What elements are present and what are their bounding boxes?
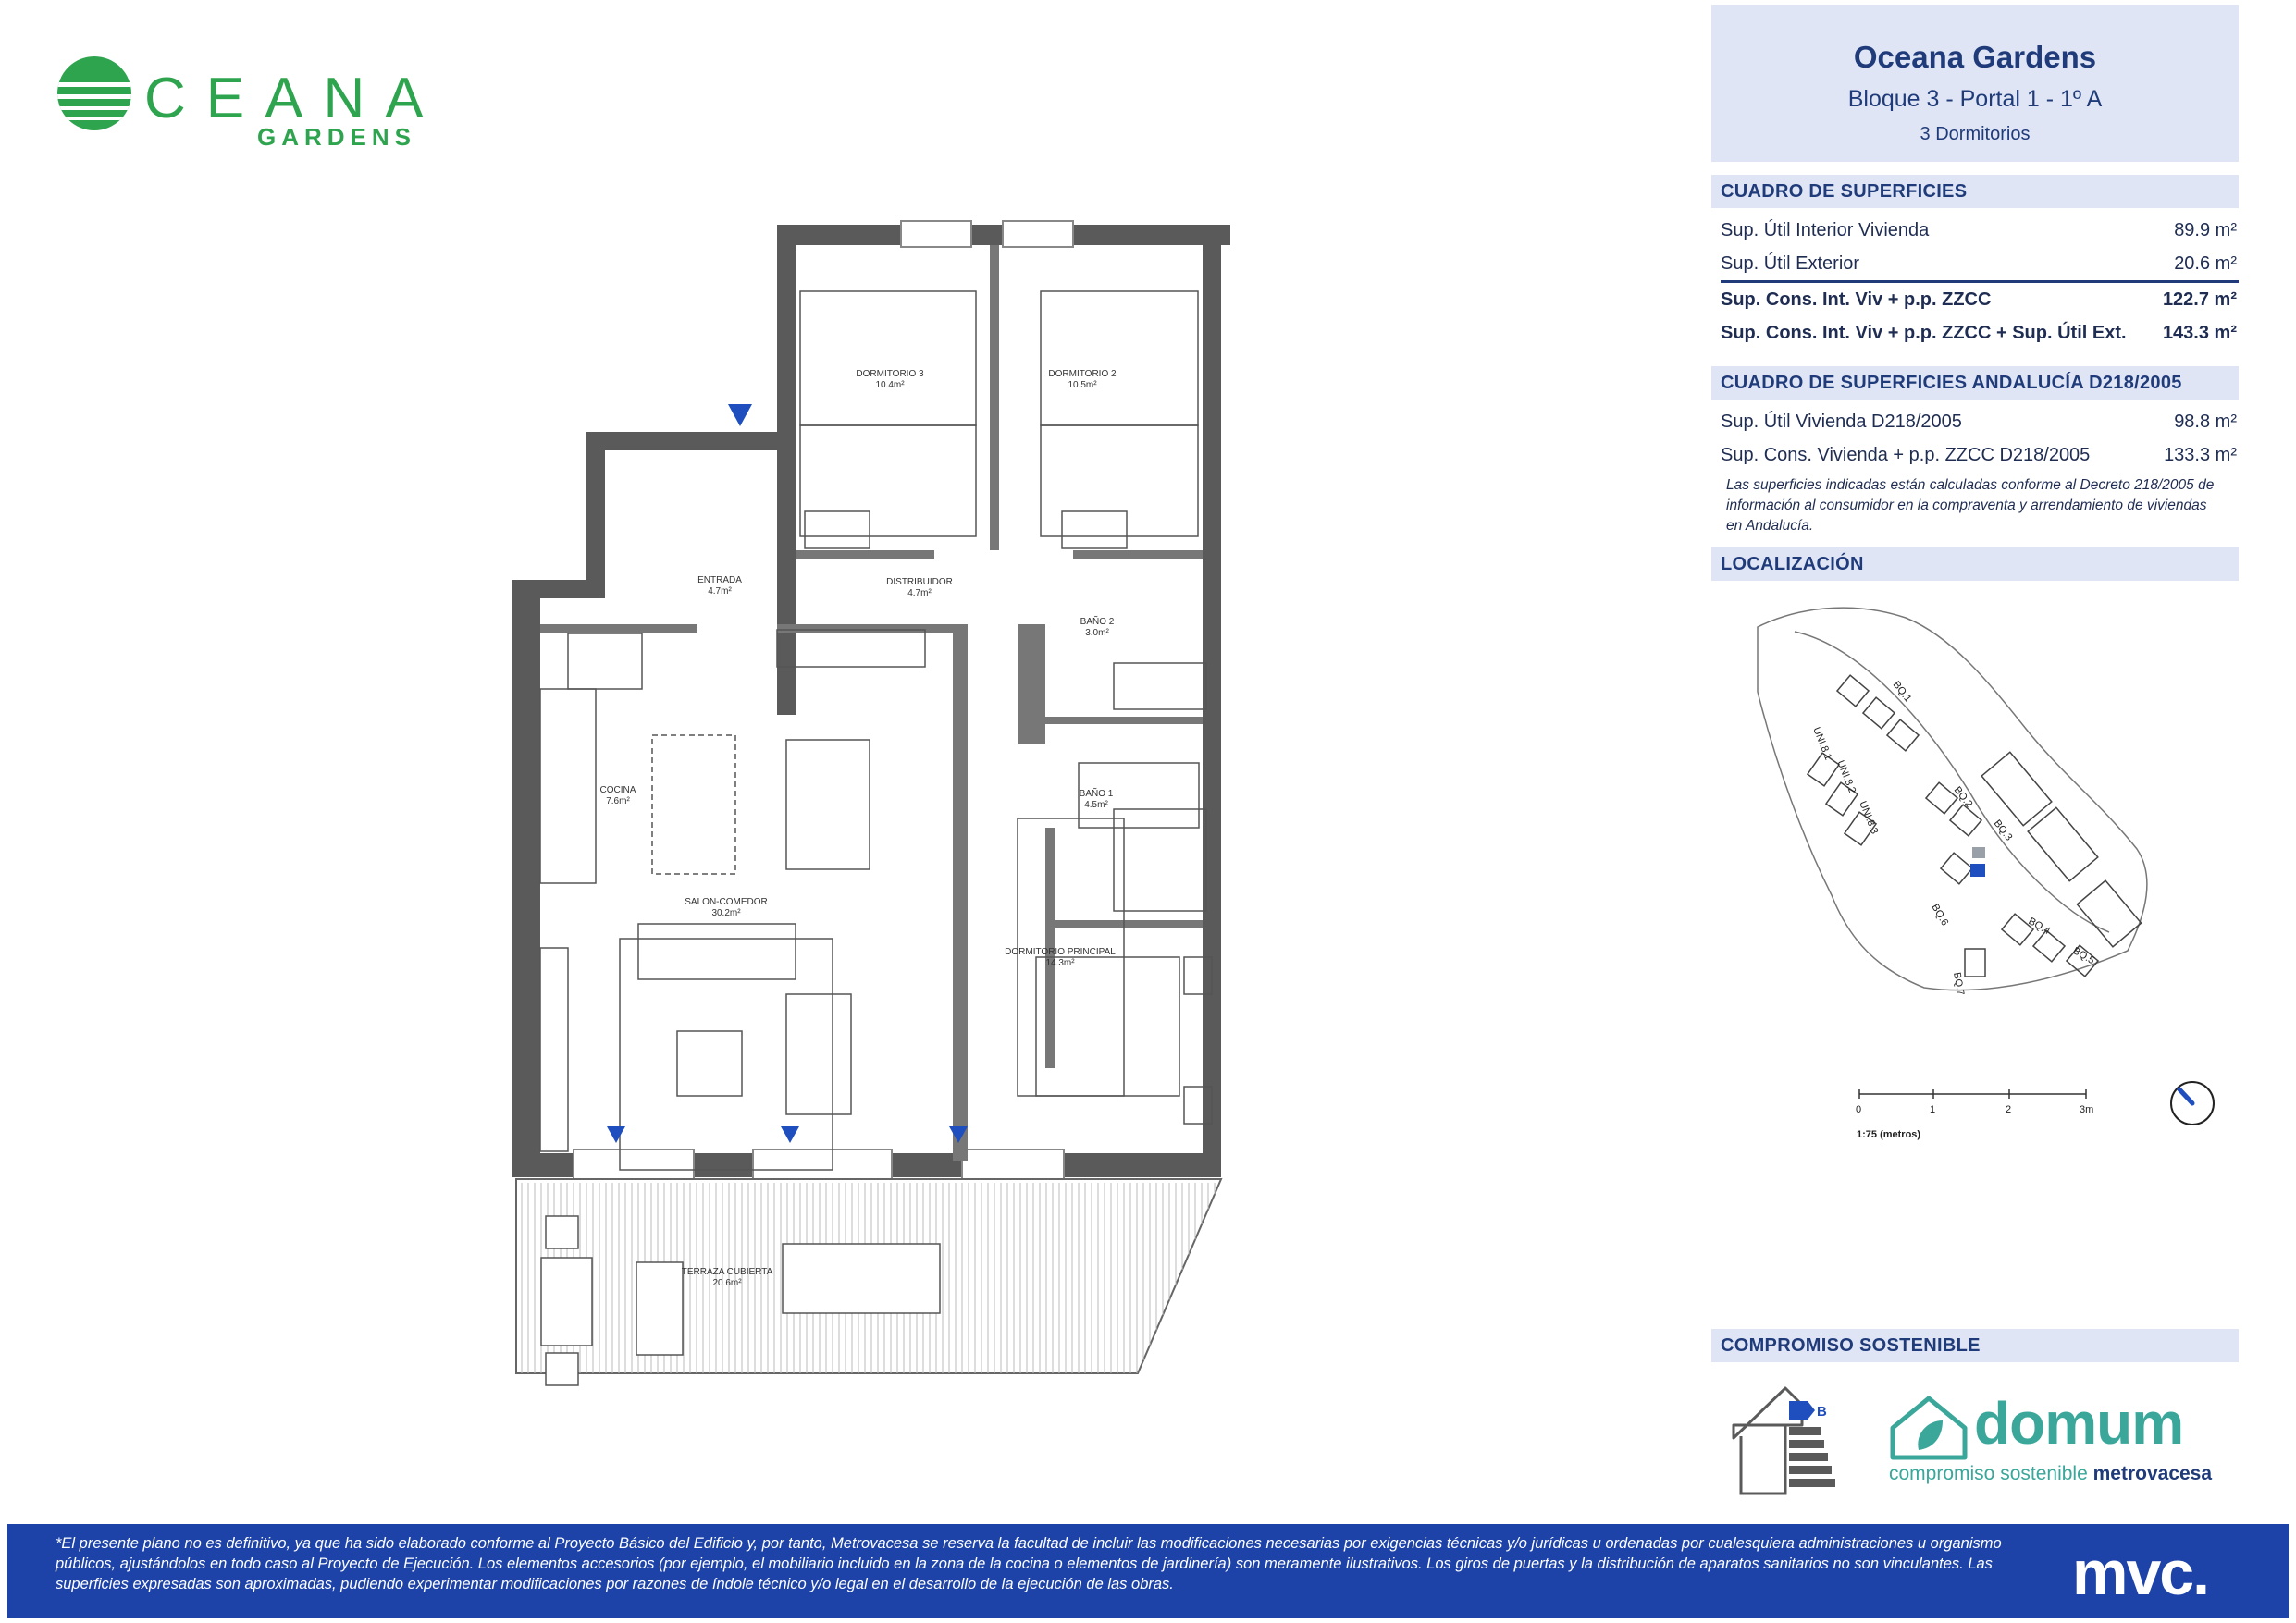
andalucia-note: Las superficies indicadas están calculadas conforme al Decreto 218/2005 de información al consumidor en la compraventa y arrendamiento de viviendas en Andalucía.	[1726, 477, 2215, 534]
terrace	[516, 1179, 1221, 1385]
surface-label: Sup. Útil Interior Vivienda	[1721, 220, 1930, 240]
room-bano1-name: BAÑO 1	[1079, 789, 1114, 799]
room-cocina-name: COCINA	[599, 785, 636, 795]
room-salon-area: 30.2m²	[711, 908, 741, 918]
logo-globe-icon	[56, 55, 133, 132]
room-bano2-area: 3.0m²	[1085, 628, 1109, 638]
surface-total-row	[1711, 316, 2239, 350]
surfaces-title: CUADRO DE SUPERFICIES	[1711, 175, 2239, 208]
andalucia-row	[1711, 438, 2239, 472]
surface-row	[1711, 247, 2239, 280]
location-title: LOCALIZACIÓN	[1711, 547, 2239, 581]
unit-header	[1711, 5, 2239, 162]
room-principal-area: 14.3m²	[1045, 958, 1075, 968]
domum-wordmark: domum	[1974, 1390, 2184, 1457]
surface-value: 89.9 m²	[2174, 220, 2237, 240]
surface-total-row	[1711, 283, 2239, 316]
room-entrada-area: 4.7m²	[708, 586, 732, 596]
andalucia-title: CUADRO DE SUPERFICIES ANDALUCÍA D218/2005	[1711, 366, 2239, 400]
surface-label: Sup. Cons. Int. Viv + p.p. ZZCC	[1721, 289, 1992, 310]
energy-certificate-icon	[1728, 1381, 1839, 1501]
surface-label: Sup. Útil Vivienda D218/2005	[1721, 412, 1962, 432]
room-terraza-area: 20.6m²	[712, 1278, 742, 1288]
logo-word: CEANA	[144, 67, 444, 130]
info-panel	[1711, 5, 2239, 1484]
domum-tagline	[1889, 1463, 2212, 1485]
surface-value: 20.6 m²	[2174, 253, 2237, 274]
surface-value: 143.3 m²	[2162, 323, 2237, 343]
furniture	[540, 291, 1212, 1170]
surface-label: Sup. Útil Exterior	[1721, 253, 1860, 274]
project-title: Oceana Gardens	[1853, 40, 2097, 74]
scale-tick: 2	[2006, 1104, 2012, 1115]
room-dorm3-area: 10.4m²	[875, 380, 905, 390]
selected-unit-marker	[1970, 864, 1985, 877]
site-location-map	[1711, 581, 2239, 1173]
logo-subtitle: GARDENS	[257, 123, 417, 151]
compass-icon	[2171, 1082, 2214, 1125]
surface-label: Sup. Cons. Vivienda + p.p. ZZCC D218/2005	[1721, 445, 2091, 465]
room-distribuidor-area: 4.7m²	[907, 588, 932, 598]
room-principal-name: DORMITORIO PRINCIPAL	[1005, 947, 1116, 957]
scale-tick: 3m	[2080, 1104, 2094, 1115]
oceana-gardens-logo	[56, 51, 444, 153]
surface-value: 98.8 m²	[2174, 412, 2237, 432]
room-bano1-area: 4.5m²	[1084, 800, 1108, 810]
house-leaf-icon	[1887, 1393, 1970, 1461]
surface-row	[1711, 214, 2239, 247]
scale-tick: 0	[1856, 1104, 1862, 1115]
room-terraza-name: TERRAZA CUBIERTA	[681, 1267, 773, 1277]
footer-banner	[7, 1524, 2289, 1618]
interior-walls	[540, 245, 1203, 1161]
domum-tagline-a: compromiso sostenible	[1889, 1463, 2088, 1484]
room-distribuidor-name: DISTRIBUIDOR	[886, 577, 953, 587]
room-dorm2-area: 10.5m²	[1068, 380, 1097, 390]
domum-tagline-b: metrovacesa	[2092, 1463, 2213, 1484]
bedroom-count: 3 Dormitorios	[1920, 124, 2031, 144]
room-salon-name: SALON-COMEDOR	[685, 897, 768, 907]
map-label-uni81: UNI.8.1	[1810, 725, 1834, 762]
floor-plan	[500, 217, 1230, 1410]
map-label-bq3: BQ.3	[1991, 818, 2015, 843]
room-dorm2-name: DORMITORIO 2	[1048, 369, 1117, 379]
room-cocina-area: 7.6m²	[606, 796, 630, 806]
map-label-bq5: BQ.5	[2070, 945, 2097, 967]
room-entrada-name: ENTRADA	[697, 575, 742, 585]
map-label-bq1: BQ.1	[1890, 679, 1914, 705]
surface-label: Sup. Cons. Int. Viv + p.p. ZZCC + Sup. Útil Ext.	[1721, 323, 2127, 343]
andalucia-row	[1711, 405, 2239, 438]
neighbour-unit	[1972, 847, 1985, 858]
scale-bar	[1856, 1089, 2093, 1140]
map-label-uni83: UNI.8.3	[1857, 799, 1881, 836]
scale-label: 1:75 (metros)	[1857, 1129, 1921, 1140]
surface-value: 133.3 m²	[2164, 445, 2237, 465]
surface-value: 122.7 m²	[2162, 289, 2237, 310]
scale-tick: 1	[1930, 1104, 1936, 1115]
mvc-logo: mvc.	[2072, 1538, 2208, 1608]
energy-class: B	[1817, 1404, 1827, 1420]
room-bano2-name: BAÑO 2	[1080, 617, 1115, 627]
map-label-bq4: BQ.4	[2026, 916, 2053, 938]
sustainability-title: COMPROMISO SOSTENIBLE	[1711, 1329, 2239, 1362]
legal-disclaimer: *El presente plano no es definitivo, ya que ha sido elaborado conforme al Proyecto Básico del Edificio y, por tanto, Metrovacesa se reserva la facultad de incluir las modificaciones necesarias por exigencias técnicas y/o jurídicas u ordenadas por cualesquiera administraciones u organismo públicos, ajustándolos en todo caso al Proyecto de Ejecución. Los elementos accesorios (por ejemplo, el mobiliario incluido en la zona de la cocina o elementos de jardinería) son meramente ilustrativos. Los giros de puertas y la distribución de aparatos sanitarios no son vinculantes. Las superficies expresadas son aproximadas, pudiendo experimentar modificaciones por razones de índole técnico y/o legal en el desarrollo de la ejecución de las obras.	[56, 1535, 2002, 1592]
map-label-bq2: BQ.2	[1951, 784, 1975, 810]
map-label-uni82: UNI.8.2	[1834, 758, 1858, 795]
map-label-bq7: BQ.7	[1951, 971, 1967, 997]
map-label-bq6: BQ.6	[1929, 902, 1951, 928]
unit-location: Bloque 3 - Portal 1 - 1º A	[1847, 86, 2103, 112]
domum-logo	[1887, 1389, 2239, 1500]
room-dorm3-name: DORMITORIO 3	[856, 369, 924, 379]
